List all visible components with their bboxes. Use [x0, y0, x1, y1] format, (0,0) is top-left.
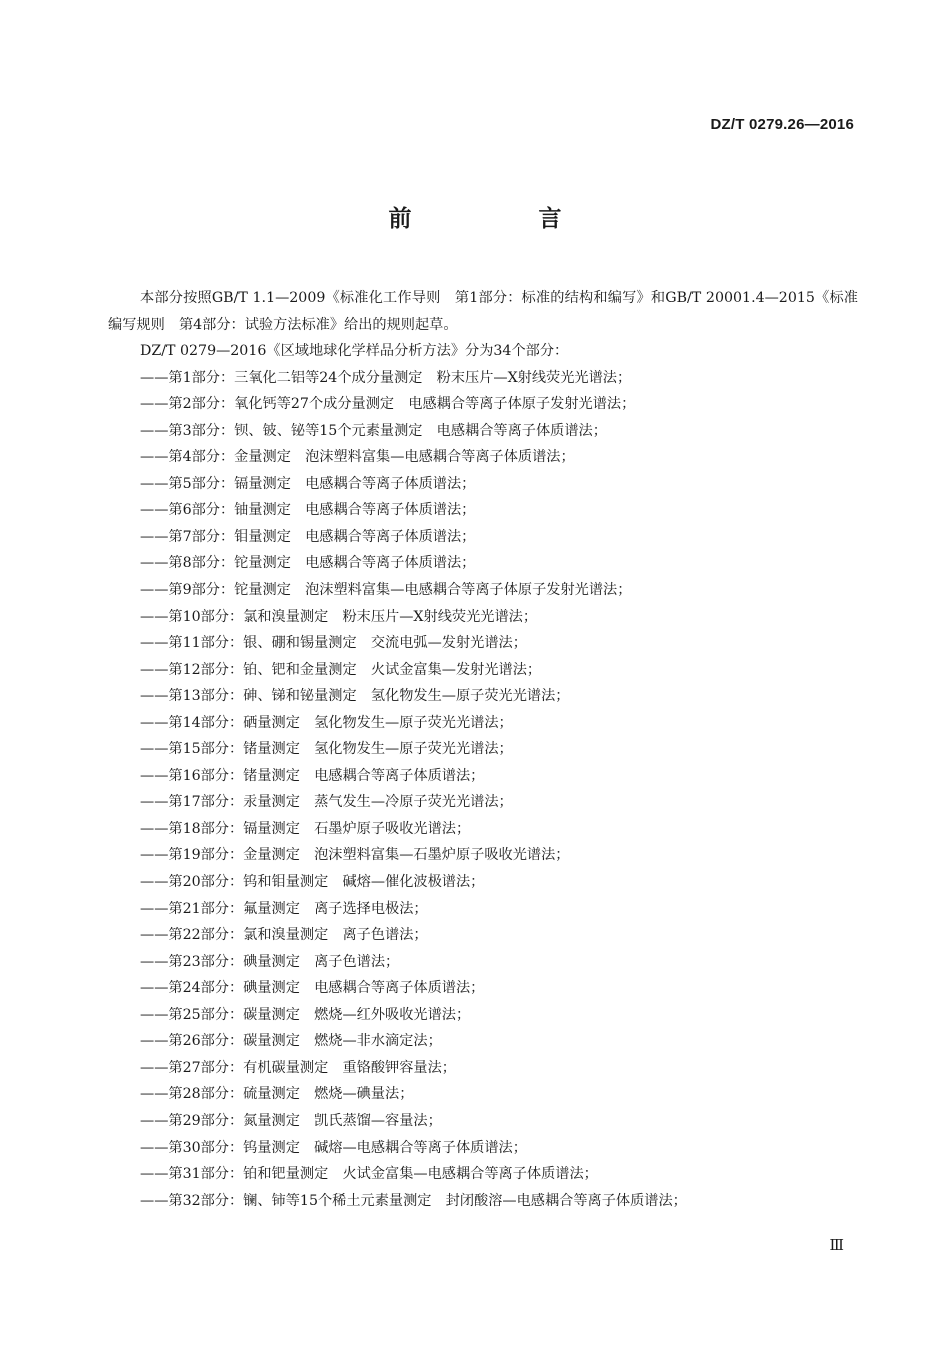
list-item: ——第4部分：金量测定 泡沫塑料富集—电感耦合等离子体质谱法；	[140, 449, 575, 466]
list-item: ——第5部分：镉量测定 电感耦合等离子体质谱法；	[140, 475, 476, 492]
list-item: ——第2部分：氧化钙等27个成分量测定 电感耦合等离子体原子发射光谱法；	[140, 396, 636, 413]
list-item: ——第20部分：钨和钼量测定 碱熔—催化波极谱法；	[140, 874, 485, 891]
list-item: ——第17部分：汞量测定 蒸气发生—冷原子荧光光谱法；	[140, 794, 513, 811]
list-item: ——第25部分：碳量测定 燃烧—红外吸收光谱法；	[140, 1006, 471, 1023]
intro-paragraph-1: 本部分按照GB/T 1.1—2009《标准化工作导则 第1部分：标准的结构和编写》和GB/T 20001.4—2015《标准编写规则 第4部分：试验方法标准》给出的规则起草。	[108, 290, 858, 333]
intro-paragraph-2: DZ/T 0279—2016《区域地球化学样品分析方法》分为34个部分：	[140, 343, 569, 360]
list-item: ——第21部分：氟量测定 离子选择电极法；	[140, 900, 428, 917]
page-title: 前 言	[388, 206, 614, 232]
list-item: ——第7部分：钼量测定 电感耦合等离子体质谱法；	[140, 528, 476, 545]
list-item: ——第30部分：钨量测定 碱熔—电感耦合等离子体质谱法；	[140, 1139, 527, 1156]
list-item: ——第31部分：铂和钯量测定 火试金富集—电感耦合等离子体质谱法；	[140, 1166, 598, 1183]
list-item: ——第15部分：锗量测定 氢化物发生—原子荧光光谱法；	[140, 741, 513, 758]
list-item: ——第23部分：碘量测定 离子色谱法；	[140, 953, 400, 970]
list-item: ——第28部分：硫量测定 燃烧—碘量法；	[140, 1086, 414, 1103]
page-number: Ⅲ	[829, 1236, 844, 1254]
list-item: ——第22部分：氯和溴量测定 离子色谱法；	[140, 927, 428, 944]
document-body	[108, 285, 858, 1214]
list-item: ——第12部分：铂、钯和金量测定 火试金富集—发射光谱法；	[140, 661, 542, 678]
list-item: ——第13部分：砷、锑和铋量测定 氢化物发生—原子荧光光谱法；	[140, 688, 570, 705]
list-item: ——第1部分：三氧化二铝等24个成分量测定 粉末压片—X射线荧光光谱法；	[140, 369, 632, 386]
parts-list	[108, 365, 858, 1215]
list-item: ——第24部分：碘量测定 电感耦合等离子体质谱法；	[140, 980, 485, 997]
list-item: ——第6部分：铀量测定 电感耦合等离子体质谱法；	[140, 502, 476, 519]
list-item: ——第10部分：氯和溴量测定 粉末压片—X射线荧光光谱法；	[140, 608, 538, 625]
list-item: ——第29部分：氮量测定 凯氏蒸馏—容量法；	[140, 1112, 442, 1129]
list-item: ——第16部分：锗量测定 电感耦合等离子体质谱法；	[140, 767, 485, 784]
list-item: ——第3部分：钡、铍、铋等15个元素量测定 电感耦合等离子体质谱法；	[140, 422, 607, 439]
standard-code: DZ/T 0279.26—2016	[710, 116, 854, 133]
list-item: ——第18部分：镉量测定 石墨炉原子吸收光谱法；	[140, 820, 471, 837]
list-item: ——第14部分：硒量测定 氢化物发生—原子荧光光谱法；	[140, 714, 513, 731]
list-item: ——第19部分：金量测定 泡沫塑料富集—石墨炉原子吸收光谱法；	[140, 847, 570, 864]
list-item: ——第11部分：银、硼和锡量测定 交流电弧—发射光谱法；	[140, 635, 527, 652]
list-item: ——第26部分：碳量测定 燃烧—非水滴定法；	[140, 1033, 442, 1050]
list-item: ——第8部分：铊量测定 电感耦合等离子体质谱法；	[140, 555, 476, 572]
list-item: ——第27部分：有机碳量测定 重铬酸钾容量法；	[140, 1059, 456, 1076]
list-item: ——第9部分：铊量测定 泡沫塑料富集—电感耦合等离子体原子发射光谱法；	[140, 582, 632, 599]
list-item: ——第32部分：镧、铈等15个稀土元素量测定 封闭酸溶—电感耦合等离子体质谱法；	[140, 1192, 687, 1209]
